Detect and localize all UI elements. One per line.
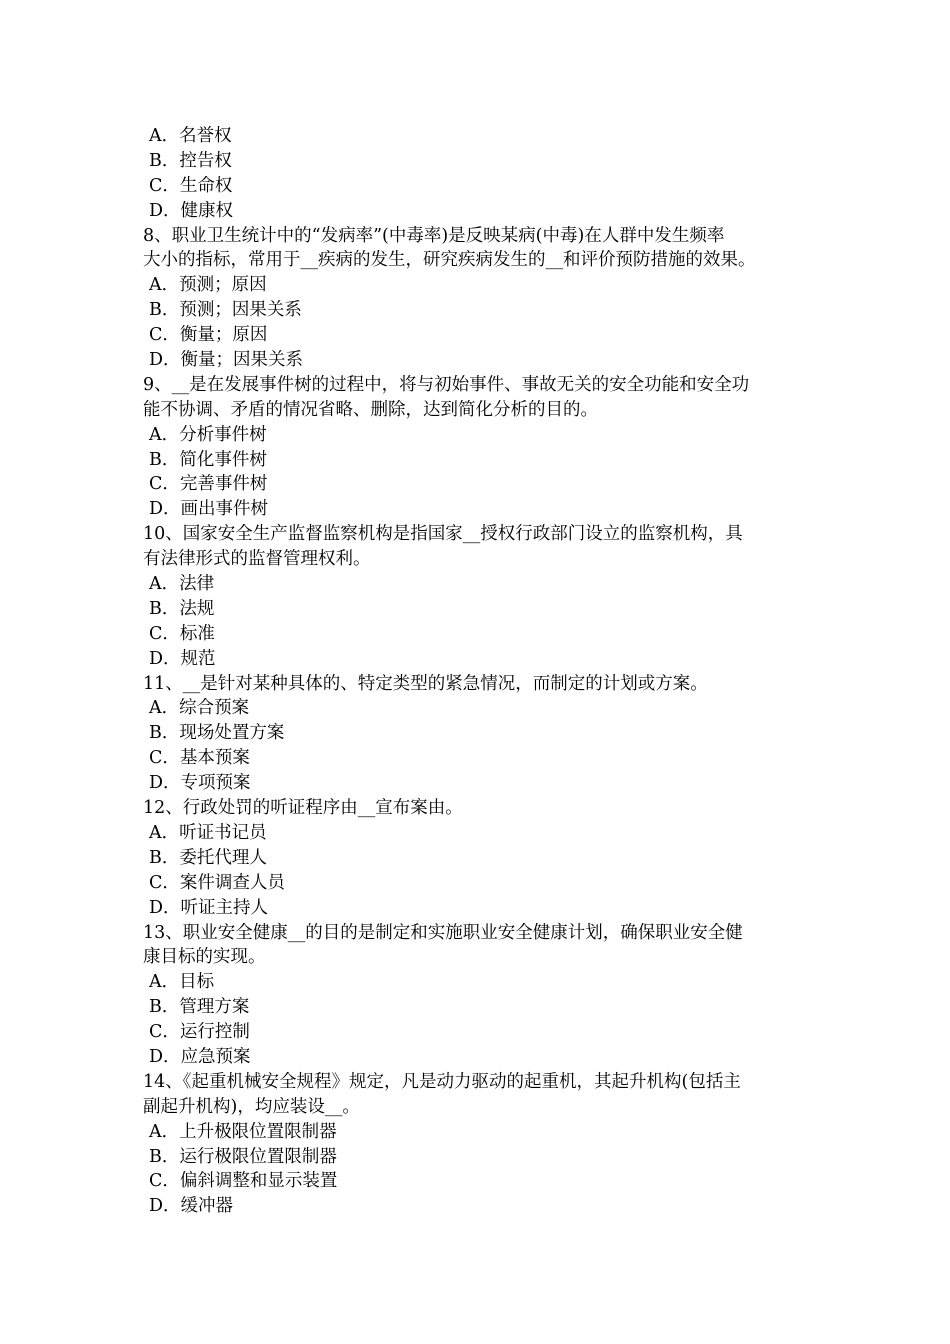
option-b: B．简化事件树 [149,449,267,470]
option-b: B．委托代理人 [149,847,267,868]
question-text-line: 11、__是针对某种具体的、特定类型的紧急情况，而制定的计划或方案。 [143,673,708,694]
option-c: C．衡量；原因 [149,325,268,346]
question-text-line: 14、《起重机械安全规程》规定，凡是动力驱动的起重机，其起升机构(包括主 [143,1071,741,1092]
option-c: C．标准 [149,623,215,644]
question-block [143,224,813,373]
option-b: B．控告权 [149,150,232,171]
option-a: A．听证书记员 [149,822,267,843]
question-text-line: 12、行政处罚的听证程序由__宣布案由。 [143,798,463,819]
question-text-line: 能不协调、矛盾的情况省略、删除，达到简化分析的目的。 [143,399,598,420]
option-d: D．应急预案 [149,1046,251,1067]
option-b: B．预测；因果关系 [149,300,302,321]
option-c: C．运行控制 [149,1022,250,1043]
question-block [143,522,813,671]
question-list [143,224,813,1220]
option-a: A．预测；原因 [149,275,267,296]
question-text-line: 有法律形式的监督管理权利。 [143,549,371,570]
question-text-line: 康目标的实现。 [143,947,266,968]
option-b: B．运行极限位置限制器 [149,1146,337,1167]
question-text-line: 10、国家安全生产监督监察机构是指国家__授权行政部门设立的监察机构，具 [143,524,743,545]
option-d: D．规范 [149,648,216,669]
option-b: B．法规 [149,598,215,619]
document-page [143,124,813,1219]
option-c: C．生命权 [149,175,233,196]
option-c: C．案件调查人员 [149,872,285,893]
option-a: A．上升极限位置限制器 [149,1121,337,1142]
option-a: A．名誉权 [149,126,232,146]
question-block [143,672,813,796]
question-text-line: 8、职业卫生统计中的“发病率”(中毒率)是反映某病(中毒)在人群中发生频率 [143,225,725,246]
option-a: A．法律 [149,574,215,595]
question-block [143,921,813,1070]
option-c: C．完善事件树 [149,474,268,495]
option-c: C．偏斜调整和显示装置 [149,1171,338,1192]
option-a: A．综合预案 [149,698,250,719]
question-text-line: 大小的指标，常用于__疾病的发生，研究疾病发生的__和评价预防措施的效果。 [143,250,756,271]
question-block [143,796,813,920]
question-text-line: 副起升机构)，均应装设__。 [143,1096,360,1117]
option-d: D．专项预案 [149,773,251,794]
option-d: D．衡量；因果关系 [149,350,304,371]
option-d: D．缓冲器 [149,1196,234,1217]
option-c: C．基本预案 [149,748,250,769]
option-a: A．目标 [149,972,215,993]
option-b: B．现场处置方案 [149,723,285,744]
question-block [143,1070,813,1219]
option-d: D．健康权 [149,200,234,221]
question-text-line: 13、职业安全健康__的目的是制定和实施职业安全健康计划，确保职业安全健 [143,922,743,943]
question-block [143,373,813,522]
option-b: B．管理方案 [149,997,250,1018]
question-text-line: 9、__是在发展事件树的过程中，将与初始事件、事故无关的安全功能和安全功 [143,374,750,395]
option-d: D．听证主持人 [149,897,269,918]
option-d: D．画出事件树 [149,499,269,520]
lead-options [143,124,813,224]
option-a: A．分析事件树 [149,424,267,445]
